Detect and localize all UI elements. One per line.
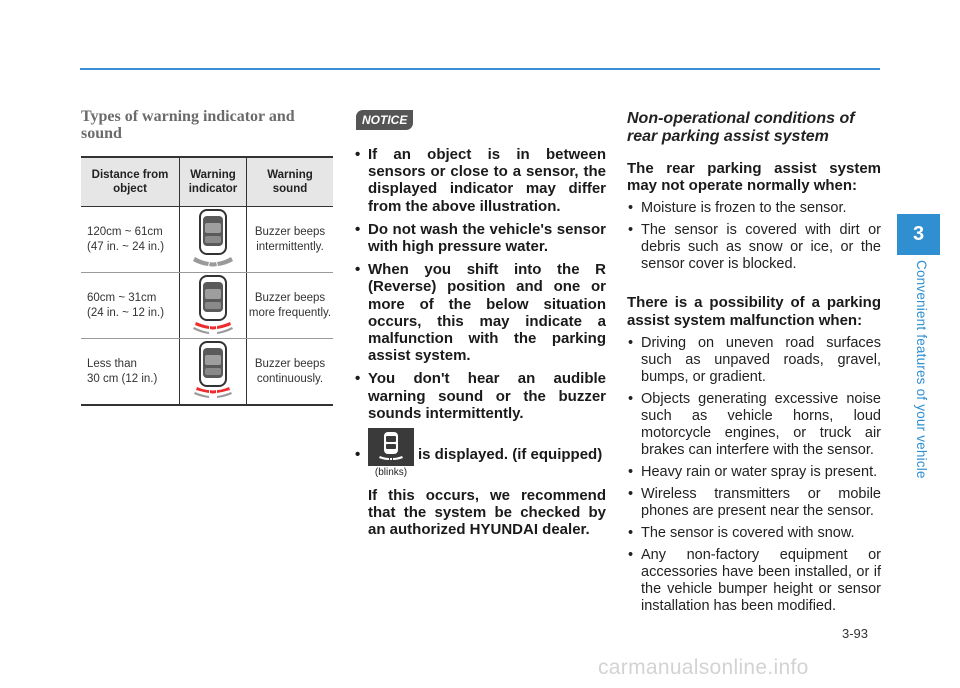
car-zone-far-icon <box>182 207 244 269</box>
header-distance: Distance from object <box>81 157 180 207</box>
sound-line-2: continuously. <box>256 372 324 385</box>
watermark: carmanualsonline.info <box>598 656 809 679</box>
condition-lead-2: There is a possibility of a parking assist system malfunction when: <box>627 294 881 329</box>
table-row <box>81 273 333 339</box>
sound-line-2: intermittently. <box>256 240 324 253</box>
table-header-row <box>81 157 333 207</box>
list-item: • Moisture is frozen to the sensor. <box>627 200 881 217</box>
distance-imperial: (47 in. ~ 24 in.) <box>87 240 165 253</box>
header-indicator: Warning indicator <box>180 157 247 207</box>
indicator-cell <box>180 207 247 273</box>
list-item: • Driving on uneven road surfaces such as unpaved roads, gravel, bumps, or gradient. <box>627 335 881 386</box>
notice-section <box>354 110 606 554</box>
sound-line-2: more frequently. <box>248 306 332 319</box>
header-rule <box>80 68 880 70</box>
chapter-label <box>909 260 933 490</box>
distance-metric: Less than <box>87 357 137 370</box>
chapter-label-text: Convenient features of your vehicle <box>914 260 929 479</box>
sound-line-1: Buzzer beeps <box>254 225 326 238</box>
indicator-notice <box>354 428 606 479</box>
distance-imperial: (24 in. ~ 12 in.) <box>87 306 165 319</box>
sound-cell <box>247 273 334 339</box>
list-item: • When you shift into the R (Reverse) position and one or more of the below situation occurs, this may indicate a malfunction with the parking assist system. <box>354 261 606 364</box>
list-item: • Objects generating excessive noise such as vehicle horns, loud motorcycle engines, or truck air brakes can interfere with the sensor. <box>627 391 881 459</box>
notice-list <box>354 146 606 422</box>
blink-indicator <box>368 428 414 479</box>
car-zone-near-icon <box>182 339 244 401</box>
list-item: • Heavy rain or water spray is present. <box>627 464 881 481</box>
list-item: • The sensor is covered with snow. <box>627 525 881 542</box>
distance-cell <box>81 207 180 273</box>
indicator-cell <box>180 273 247 339</box>
page-number: 3-93 <box>842 626 869 641</box>
warning-table <box>81 156 333 406</box>
non-operational-section <box>627 110 881 620</box>
list-item: • Do not wash the vehicle's sensor with high pressure water. <box>354 221 606 255</box>
car-zone-mid-icon <box>182 273 244 335</box>
condition-list-2 <box>627 335 881 615</box>
notice-badge: NOTICE <box>356 110 413 130</box>
sound-line-1: Buzzer beeps <box>254 357 326 370</box>
section-title: Types of warning indicator and sound <box>81 108 295 142</box>
sound-cell <box>247 339 334 406</box>
list-item: • Wireless transmitters or mobile phones are present near the sensor. <box>627 486 881 520</box>
distance-metric: 120cm ~ 61cm <box>87 225 163 238</box>
distance-imperial: 30 cm (12 in.) <box>87 372 158 385</box>
header-sound: Warning sound <box>247 157 334 207</box>
list-item: • If an object is in between sensors or close to a sensor, the displayed indicator may differ from the above illustration. <box>354 146 606 215</box>
sound-line-1: Buzzer beeps <box>254 291 326 304</box>
chapter-tab: 3 <box>897 214 940 255</box>
recommendation-text: If this occurs, we recommend that the system be checked by an authorized HYUNDAI dealer. <box>368 487 606 539</box>
distance-cell <box>81 339 180 406</box>
list-item: • You don't hear an audible warning sound or the buzzer sounds intermittently. <box>354 370 606 422</box>
indicator-cell <box>180 339 247 406</box>
table-row <box>81 207 333 273</box>
condition-list-1 <box>627 200 881 273</box>
parking-warning-icon <box>368 428 414 466</box>
distance-metric: 60cm ~ 31cm <box>87 291 157 304</box>
condition-lead-1: The rear parking assist system may not operate normally when: <box>627 160 881 195</box>
sound-cell <box>247 207 334 273</box>
car-top-icon <box>376 431 406 463</box>
distance-cell <box>81 273 180 339</box>
indicator-text: is displayed. (if equipped) <box>418 446 603 464</box>
list-item: • Any non-factory equipment or accessories have been installed, or if the vehicle bumper height or sensor installation has been modified. <box>627 547 881 615</box>
table-row <box>81 339 333 406</box>
list-item: • The sensor is covered with dirt or debris such as snow or ice, or the sensor cover is blocked. <box>627 222 881 273</box>
subsection-title: Non-operational conditions of rear parking assist system <box>627 110 855 145</box>
warning-types-section <box>81 108 333 406</box>
blinks-caption: • (blinks) <box>374 467 408 479</box>
